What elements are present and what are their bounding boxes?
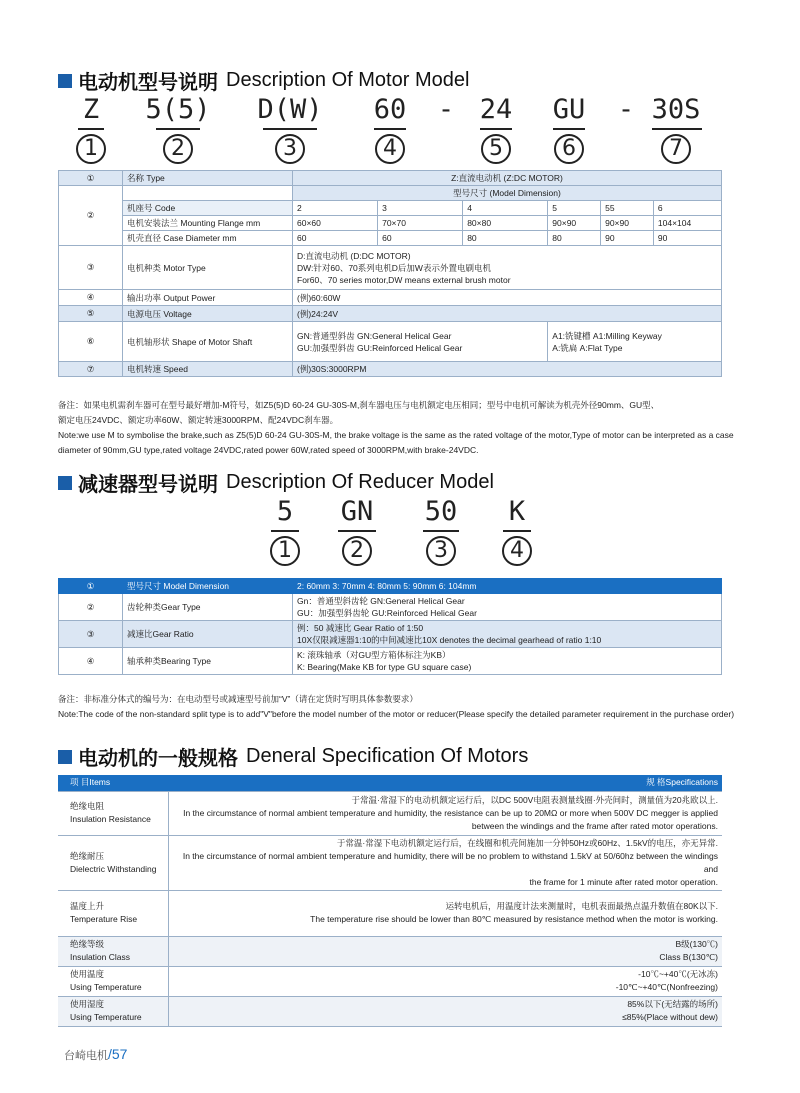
code-part: GN bbox=[340, 496, 374, 527]
circled-number: 2 bbox=[163, 134, 193, 164]
code-part: K bbox=[508, 496, 526, 527]
title-square-icon bbox=[58, 74, 72, 88]
code-part: - bbox=[437, 94, 455, 125]
motor-code-row bbox=[0, 94, 800, 128]
code-part: 50 bbox=[424, 496, 458, 527]
code-part: 60 bbox=[373, 94, 407, 125]
code-part: 5 bbox=[276, 496, 294, 527]
circled-number: 7 bbox=[661, 134, 691, 164]
circled-number: 4 bbox=[502, 536, 532, 566]
code-part: Z bbox=[82, 94, 100, 125]
page-footer: 台崎电机/57 bbox=[64, 1046, 128, 1062]
code-underline bbox=[156, 128, 200, 130]
circled-number: 1 bbox=[76, 134, 106, 164]
title-square-icon bbox=[58, 476, 72, 490]
code-part: 5(5) bbox=[145, 94, 211, 125]
code-underline bbox=[338, 530, 376, 532]
code-underline bbox=[374, 128, 406, 130]
motor-note: 备注：如果电机需刹车器可在型号最好增加-M符号，如Z5(5)D 60-24 GU-30S-M,刹车器电压与电机额定电压相同；型号中电机可解读为机壳外径90mm、GU型、 额定电压24VDC、额定功率60W、额定转速3000RPM、配24VDC刹车器。 Note:we use M to symbolise the brake,such as Z5(5)D 60-24 GU-30S-M, the brake voltage is the same as the rated voltage of the motor,Type of motor can be interpreted as a case diameter of 90mm,GU type,rated voltage 24VDC,rated power 60W,rated speed of 3000RPM,with brake-24VDC. bbox=[58, 400, 734, 455]
code-underline bbox=[503, 530, 531, 532]
reducer-model-table: ① 型号尺寸 Model Dimension 2: 60mm 3: 70mm 4: 80mm 5: 90mm 6: 104mm ② 齿轮种类Gear Type Gn：普通型斜齿轮 GN:General Helical Gear GU：加强型斜齿轮 GU:Reinforced Helical Gear ③ 减速比Gear Ratio 例：50 减速比 Gear Ratio of 1:50 10X仅限减速器1:10的中间减速比10X denotes the decimal gearhead of ratio 1:10 ④ 轴承种类Bearing Type K: 滚珠轴承（对GU型方箱体标注为KB） K: Bearing(Make KB for type GU square case) bbox=[58, 578, 722, 675]
reducer-model-title: 减速器型号说明 Description Of Reducer Model bbox=[58, 468, 494, 497]
motor-model-table: ① 名称 Type Z:直流电动机 (Z:DC MOTOR) ② 型号尺寸 (Model Dimension) 机座号 Code 2 3 4 5 55 6 电机安装法兰 Mounting Flange mm 60×60 70×70 80×80 90×90 90×90 104×104 机壳直径 Case Diameter mm 60 60 80 80 90 90 ③ 电机种类 Motor Type D:直流电动机 (D:DC MOTOR) DW:针对60、70系列电机D后加W表示外置电刷电机 For60、70 series motor,DW means external brush motor ④ 输出功率 Output Power (例)60:60W ⑤ 电源电压 Voltage (例)24:24V ⑥ 电机轴形状 Shape of Motor Shaft GN:普通型斜齿 GN:General Helical Gear GU:加强型斜齿 GU:Reinforced Helical Gear A1:铣键槽 A1:Milling Keyway A:铣扁 A:Flat Type ⑦ 电机转速 Speed (例)30S:3000RPM bbox=[58, 170, 722, 377]
circled-number: 6 bbox=[554, 134, 584, 164]
code-part: - bbox=[617, 94, 635, 125]
code-underline bbox=[263, 128, 317, 130]
motor-circle-row bbox=[0, 134, 800, 166]
motor-model-title: 电动机型号说明 Description Of Motor Model bbox=[58, 66, 469, 95]
general-spec-title: 电动机的一般规格 Deneral Specification Of Motors bbox=[58, 742, 528, 771]
code-part: 30S bbox=[651, 94, 701, 125]
code-underline bbox=[271, 530, 299, 532]
reducer-note: 备注：非标准分体式的编号为：在电动型号或减速型号前加“V”（请在定货时写明具体参数要求） Note:The code of the non-standard split type is to add"V"before the model number of the motor or reducer(Please specify the detailed parameter requirement in the purchase order) bbox=[58, 694, 735, 719]
circled-number: 3 bbox=[426, 536, 456, 566]
circled-number: 4 bbox=[375, 134, 405, 164]
circled-number: 2 bbox=[342, 536, 372, 566]
circled-number: 1 bbox=[270, 536, 300, 566]
code-underline bbox=[78, 128, 104, 130]
code-part: 24 bbox=[479, 94, 513, 125]
circled-number: 3 bbox=[275, 134, 305, 164]
page-number: /57 bbox=[108, 1046, 128, 1062]
code-part: GU bbox=[552, 94, 586, 125]
reducer-code-row bbox=[0, 496, 800, 530]
code-part: D(W) bbox=[257, 94, 323, 125]
circled-number: 5 bbox=[481, 134, 511, 164]
reducer-circle-row bbox=[0, 536, 800, 568]
code-underline bbox=[480, 128, 512, 130]
code-underline bbox=[652, 128, 702, 130]
code-underline bbox=[423, 530, 459, 532]
general-spec-table: 项 目Items 规 格Specifications 绝缘电阻 Insulation Resistance 于常温·常湿下的电动机额定运行后，以DC 500V电阻表测量线圈·外壳间时，测量值为20兆欧以上. In the circumstance of normal ambient temperature and humidity, the resistance can be up to 20MΩ or more when 500V DC megger is applied between the windings and the frame after rated motor operations. 绝缘耐压 Dielectric Withstanding 于常温·常湿下电动机额定运行后，在线圈和机壳间施加一分钟50Hz或60Hz、1.5kV的电压，亦无异常. In the circumstance of normal ambient temperature and humidity, there will be no problem to withstand 1.5kV at 50/60hz between the windings and the frame for 1 minute after rated motor operation. 温度上升 Temperature Rise 运转电机后，用温度计法来测量时，电机表面最热点温升数值在80K以下. The temperature rise should be lower than 80℃ measured by resistance method when the motor is working. 绝缘等级 Insulation Class B级(130℃) Class B(130℃) 使用温度 Using Temperature -10℃~+40℃(无冰冻) -10℃~+40℃(Nonfreezing) 使用湿度 Using Temperature 85%以下(无结露的场所) ≤85%(Place without dew) bbox=[58, 775, 722, 1027]
title-square-icon bbox=[58, 750, 72, 764]
code-underline bbox=[553, 128, 585, 130]
